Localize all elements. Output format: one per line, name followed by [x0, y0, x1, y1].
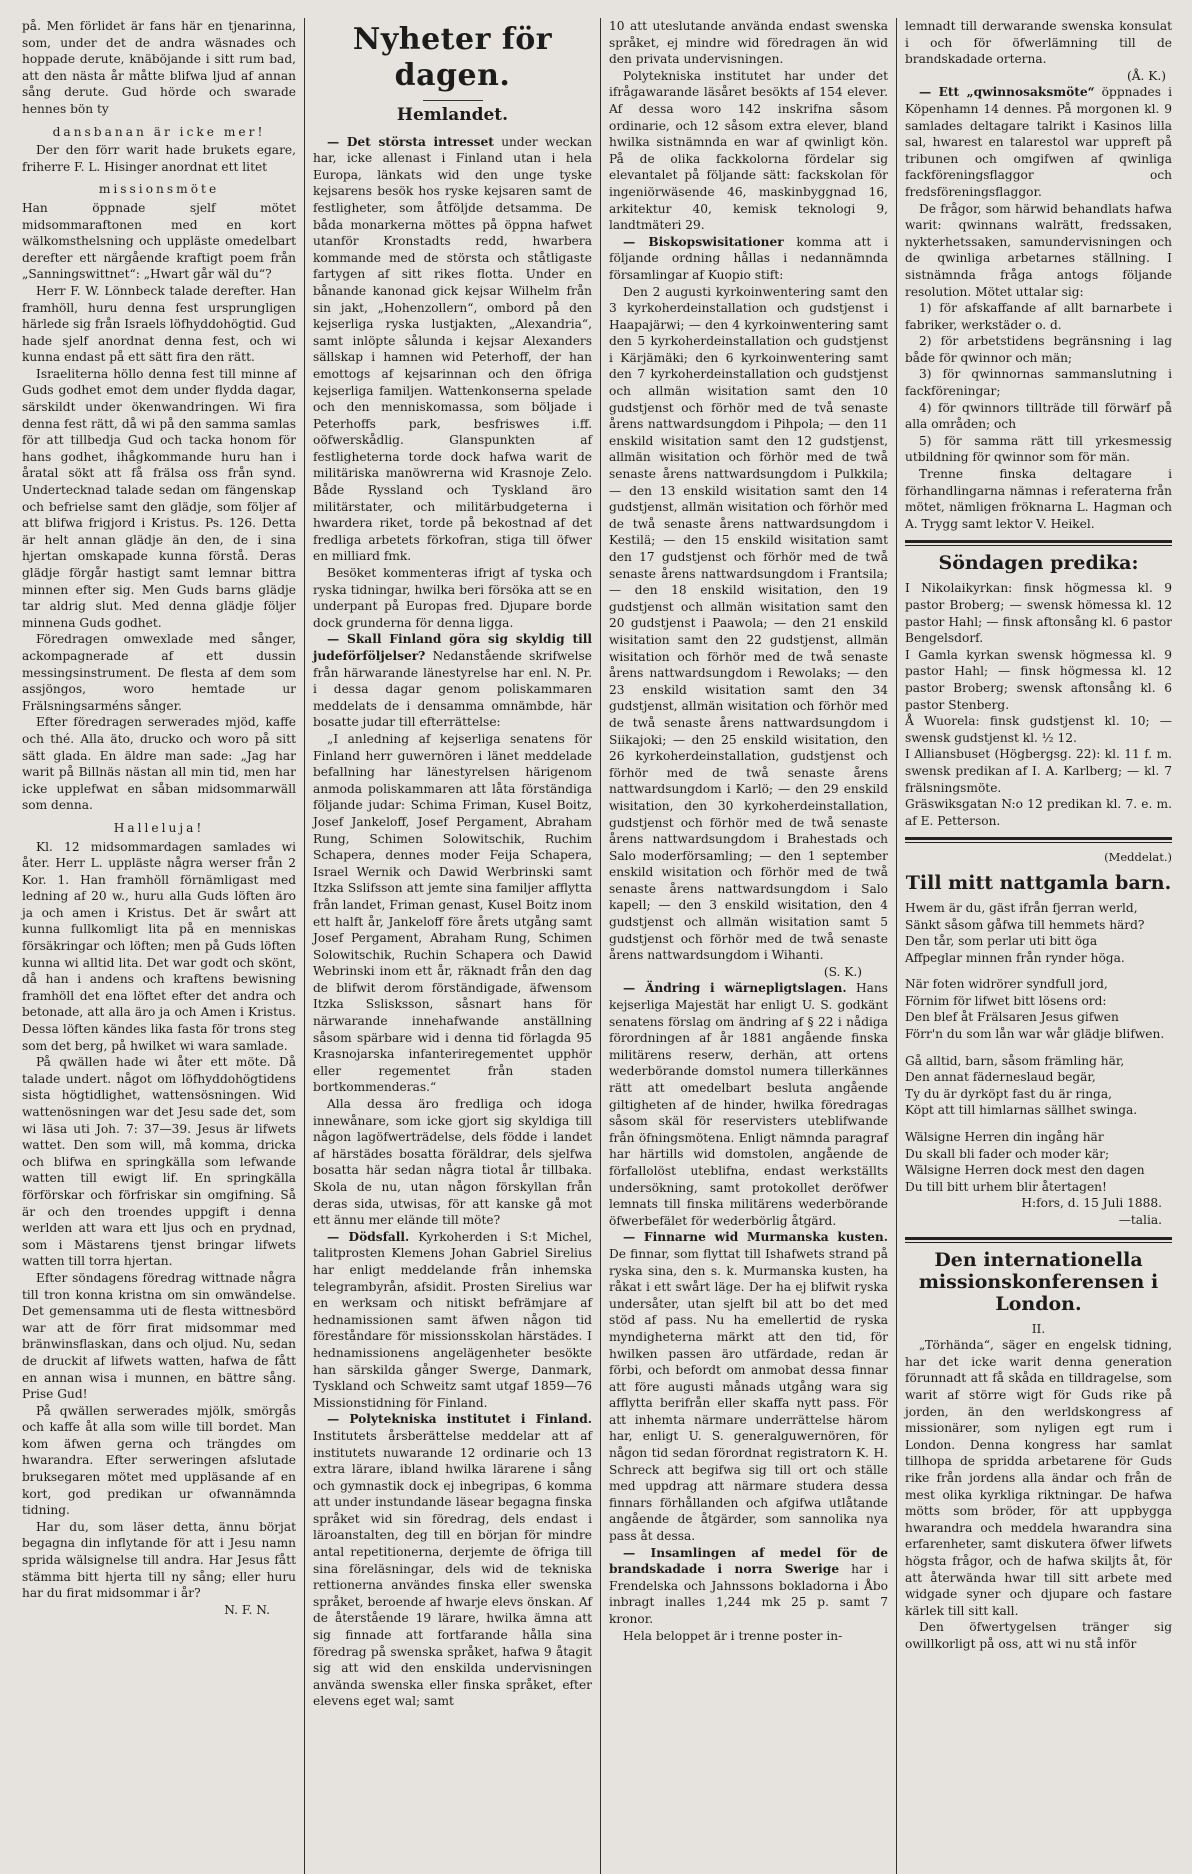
article-lead: — Ändring i wärnepligtslagen.: [623, 981, 847, 996]
section-heading: Hemlandet.: [396, 105, 509, 125]
article-lead: — Ett „qwinnosaksmöte“: [919, 85, 1095, 100]
poem-line: Du till bitt urhem blir återtagen!: [905, 1179, 1107, 1194]
paragraph: Israeliterna höllo denna fest till minne af Guds godhet emot dem under flydda dagar, särskildt under ökenwandringen. Wi fira denna fest rätt, då wi på den samma samlas för att tillbedja Gud och tacka honom för hans godhet, ihågkommande huru han i åratal sökt att få frälsa oss från synd. Undertecknad talade sedan om fängenskap och befrielse samt den glädje, som följer af att blifwa frigjord i Kristus. Ps. 126. Detta är helt annan glädje än den, de i sina hjertan omskapade kunna förstå. Deras glädje förgår hastigt samt lemnar bittra minnen efter sig. Men Guds barns glädje tar aldrig slut. Med denna glädje följer minnena Guds godhet.: [22, 366, 296, 630]
spaced-heading: dansbanan är icke mer!: [52, 124, 266, 139]
article-lead: — Finnarne wid Murmanska kusten.: [623, 1230, 888, 1245]
signature: (S. K.): [823, 964, 862, 979]
paragraph: Der den förr warit hade brukets egare, friherre F. L. Hisinger anordnat ett litet: [22, 143, 296, 174]
paragraph: Han öppnade sjelf mötet midsommaraftonen med en kort wälkomsthelsning och uppläste omedelbart derefter ett närgående kraftigt poem från „Sanningswittnet“: „Hwart går wäl du“?: [22, 200, 296, 282]
meddelat-label: (Meddelat.): [1104, 850, 1172, 865]
list-item: I Alliansbuset (Högbergsg. 22): kl. 11 f. m. swensk predikan af I. A. Karlberg; — kl. 7 frälsningsmöte.: [905, 747, 1172, 795]
part-number: II.: [1031, 1321, 1046, 1336]
sermon-heading: Söndagen predika:: [938, 552, 1139, 575]
article-text: har i Frendelska och Jahnssons bokladorna i Åbo inbragt inalles 1,244 mk 25 p. samt 7 kronor.: [609, 1562, 888, 1626]
article-lead: — Det största intresset: [327, 134, 494, 149]
paragraph: Herr F. W. Lönnbeck talade derefter. Han framhöll, huru denna fest ursprungligen härlede sig från Israels löfhyddohögtid. Gud hade sjelf anordnat denna fest, och wi kunna endast på ett sätt fira den rätt.: [22, 283, 296, 365]
paragraph: Besöket kommenteras ifrigt af tyska och ryska tidningar, hwilka beri försöka att se en underpant på Europas fred. Djupare borde dock grunderna för denna ligga.: [313, 566, 592, 630]
columns: [14, 18, 1180, 1874]
article-lead: — Insamlingen af medel för de brandskadade i norra Swerige: [609, 1545, 888, 1577]
list-item: I Gamla kyrkan swensk högmessa kl. 9 pastor Hahl; — finsk högmessa kl. 12 pastor Broberg; swensk aftonsång kl. 6 pastor Stenberg.: [905, 647, 1172, 712]
poem-date: H:fors, d. 15 Juli 1888.: [1021, 1196, 1162, 1211]
article: [609, 234, 888, 284]
list-item: 4) för qwinnors tillträde till förwärf på alla områden; och: [905, 400, 1172, 432]
column-2: [304, 18, 600, 1874]
article-text: Hans kejserliga Majestät har enligt U. S. godkänt senatens förslag om ändring af § 22 i nådiga förordningen af år 1881 angående finska militärens reserw, derhän, att ortens wederbörande domstol numera tillerkännes rätt att omedelbart besluta angående giltigheten af de hinder, hwilka föredragas såsom skäl för reservisters uteblifwande från öfningsmötena. Enligt nämnda paragraf har härtills wid domstolen, angående de förfallolöst uteblifna, endast werkställts undersökning, samt protokollet deröfwer lemnats till finska militärens wederbörande öfwerbefälet för wederbörlig åtgärd.: [609, 981, 888, 1228]
paragraph: Alla dessa äro fredliga och idoga innewånare, som icke gjort sig skyldiga till någon lagöfwerträdelse, dels födde i landet af härstädes bosatta föräldrar, dels sjelfwa bosatta här sedan några tiotal år tillbaka. Skola de nu, utan någon förskyllan från deras sida, utwisas, för att kanske gå mot ett ännu mer elände till möte?: [313, 1097, 592, 1228]
article-text: De finnar, som flyttat till Ishafwets strand på ryska sina, den s. k. Murmanska kusten, ha råkat i ett swårt läge. Der ha ej blifwit ryska undersåter, utan sjelft bil att bo det med stöd af pass. Nu ha emellertid de ryska myndigheterna märkt att den tid, för hwilken passen äro utfärdade, redan är förbi, och befordt om anmobat dessa finnar att före augusti månads utgång wara sig afflytta berifrån eller skaffa nytt pass. För att inhemta närmare underrättelse härom har, enligt U. S. generalguwernören, för någon tid sedan förordnat registratorn K. H. Schreck att begifwa sig till ort och ställe med uppdrag att närmare studera dessa finnars förhållanden och afgifwa utlåtande angående de åtgärder, som sannolika nya pass åt dessa.: [609, 1246, 888, 1544]
poem-line: Hwem är du, gäst ifrån fjerran werld,: [905, 900, 1138, 915]
paragraph: Efter söndagens föredrag wittnade några till tron konna kristna om sin omwändelse. Det gemensamma uti de flesta wittnesbörd war att de förr firat midsommar med bränwinsflaskan, dans och oljud. Nu, sedan de druckit af lifwets watten, hafwa de fått en annan wisa i munnen, en bättre sång. Prise Gud!: [22, 1270, 296, 1402]
article-lead: — Dödsfall.: [327, 1229, 410, 1244]
poem-line: Den tår, som perlar uti bitt öga: [905, 934, 1098, 949]
paragraph: på. Men förlidet är fans här en tjenarinna, som, under det de andra wäsnades och hoppade derute, knäböjande i sitt rum bad, att den nästa år måtte blifwa ljud af annan sång derute. Gud hörde och swarade hennes bön ty: [22, 19, 296, 116]
paragraph: Den öfwertygelsen tränger sig owillkorligt på oss, att wi nu stå inför: [905, 1620, 1172, 1651]
article-text: öppnades i Köpenhamn 14 dennes. På morgonen kl. 9 samlades deltagare talrikt i Kasinos lilla sal, hwarest en talarestol war uppreft på tribunen och omgifwen af qwinliga fackföreningsflaggor och fredsföreningsflaggor.: [905, 85, 1172, 199]
article: [313, 1411, 592, 1710]
divider: [905, 540, 1172, 546]
poem-line: Ty du är dyrköpt fast du är ringa,: [905, 1086, 1112, 1101]
paragraph: 10 att uteslutande använda endast swenska språket, ej mindre wid föredragen än wid den privata undervisningen.: [609, 19, 888, 67]
paragraph: De frågor, som härwid behandlats hafwa warit: qwinnans walrätt, fredssaken, nykterhetssaken, samundervisningen och de qwinliga arbetarnes ställning. I sistnämnda fråga antogs följande resolution. Mötet uttalar sig:: [905, 201, 1172, 299]
list-item: Å Wuorela: finsk gudstjenst kl. 10; — swensk gudstjenst kl. ½ 12.: [905, 714, 1172, 745]
article: [609, 1229, 888, 1544]
paragraph: Polytekniska institutet har under det ifrågawarande läsåret besökts af 154 elever. Af dessa woro 142 inskrifna såsom ordinarie, och 12 såsom extra elever, bland hwilka sistnämnda en war af qwinligt kön. På de olika fackkolorna fördelar sig elevantalet på följande sätt: fackskolan för ingeniörwäsende 46, maskinbyggnad 16, arkitektur 40, kemisk teknologi 9, landtmäteri 29.: [609, 68, 888, 233]
article: [313, 134, 592, 565]
list-item: 2) för arbetstidens begränsning i lag både för qwinnor och män;: [905, 334, 1172, 365]
article-lead: — Skall Finland göra sig skyldig till judeförföljelser?: [313, 632, 592, 663]
spaced-heading: missionsmöte: [98, 182, 220, 197]
poem-line: Förnim för lifwet bitt lösens ord:: [905, 993, 1107, 1008]
conference-title: Den internationella missionskonferensen i London.: [918, 1248, 1159, 1315]
paragraph: „Törhända“, säger en engelsk tidning, har det icke warit denna generation förunnadt att få skåda en tilldragelse, som warit af större wigt för Guds rike på jorden, än den werldskongress af missionärer, som nyligen egt rum i London. Denna kongress har samlat tillhopa de spridda arbetarene för Guds rike från jordens alla ändar och från de mest olika kyrkliga riktningar. De hafwa mötts som bröder, för att uppbygga hwarandra och meddela hwarandra sina erfarenheter, samt diskutera öfwer lifwets högsta frågor, och de hafwa skiljts åt, för att återwända hwar till sitt arbete med widgade syner och djupare och fastare kärlek till sitt kall.: [905, 1338, 1172, 1618]
divider: [905, 1237, 1172, 1243]
paragraph: Kl. 12 midsommardagen samlades wi åter. Herr L. uppläste några werser från 2 Kor. 1. Han framhöll förnämligast med ledning af 20 w., huru alla Guds löften äro ja och amen i Kristus. Det är swårt att kunna fullkomligt lita på en menniskas försäkringar och löften; men på Guds löften kunna wi alltid lita. Det war godt och skönt, då han i andens och kraftens bewisning framhöll det ena löftet efter det andra och betonade, att alla äro ja och Amen i Kristus. Dessa löften kändes lika fasta för trons steg som det berg, på hwilket wi wara samlade.: [22, 839, 296, 1053]
poem-line: Wälsigne Herren din ingång här: [905, 1130, 1104, 1145]
article-text: Nedanstående skrifwelse från härwarande länestyrelse har enl. N. Pr. i dessa dagar genom poliskammaren meddelats de i densamma omnämbde, här bosatte judar till efterrättelse:: [313, 649, 592, 730]
signature: (Å. K.): [1126, 68, 1166, 83]
divider: [905, 837, 1172, 843]
poem-line: Affpeglar minnen från rynder höga.: [905, 950, 1125, 965]
paragraph: Den 2 augusti kyrkoinwentering samt den 3 kyrkoherdeinstallation och gudstjenst i Haapajärwi; — den 4 kyrkoinwentering samt den 5 kyrkoherdeinstallation och gudstjenst i Kärjämäki; den 6 kyrkoinwentering samt den 7 kyrkoherdeinstallation och gudstjenst och allmän wisitation samt den 10 gudstjenst och förhör med de två senaste årens nattwardsungdom i Pihpola; — den 11 enskild wisitation samt den 12 gudstjenst, allmän wisitation och förhör med de twå senaste årens nattwardsungdom i Pulkkila; — den 13 enskild wisitation samt den 14 gudstjenst, allmän wisitation och förhör med de twå senaste årens nattwardsungdom i Kestilä; — den 15 enskild wisitation samt den 17 gudstjenst och förhör med de twå senaste årens nattwardsungdom i Frantsila; — den 18 enskild wisitation, den 19 gudstjenst och allmän wisitation samt den 20 gudstjenst i Paawola; — den 21 enskild wisitation samt den 22 gudstjenst, allmän wisitation och förhör med de twå senaste årens nattwardsungdom i Rewolaks; — den 23 enskild wisitation samt den 34 gudstjenst, allmän wisitation och förhör med de twå senaste årens nattwardsungdom i Siikajoki; — den 25 enskild wisitation, den 26 kyrkoherdeinstallation, gudstjenst och förhör med de twå senaste årens nattwardsungdom i Karlö; — den 29 enskild wisitation, den 30 kyrkoherdeinstallation, gudstjenst och förhör med de twå senaste årens nattwardsungdom i Brahestads och Salo moderförsamling; — den 1 september enskild wisitation och förhör med de twå senaste årens nattwardsungdom i Salo kapell; — den 3 enskild wisitation, den 4 gudstjenst och allmän wisitation samt 5 gudstjenst och förhör med de twå senaste årens nattwardsungdom i Wihanti.: [609, 284, 888, 963]
article: [609, 980, 888, 1229]
poem-signature: —talia.: [1118, 1213, 1162, 1227]
sermon-list: [905, 580, 1172, 829]
article-text: komma att i följande ordning hållas i nedannämnda församlingar af Kuopio stift:: [609, 234, 888, 282]
poem-line: Wälsigne Herren dock mest den dagen: [905, 1163, 1145, 1178]
article-lead: — Biskopswisitationer: [623, 234, 784, 249]
article: [905, 84, 1172, 200]
list-item: 3) för qwinnornas sammanslutning i fackföreningar;: [905, 367, 1172, 399]
paragraph: Har du, som läser detta, ännu börjat begagna din inflytande för att i Jesu namn sprida wälsignelse till andra. Har Jesus fått stämma bitt hjerta till ny sång; eller huru har du firat midsommar i år?: [22, 1519, 296, 1601]
poem-line: Du skall bli fader och moder kär;: [905, 1146, 1110, 1161]
poem-line: Förr'n du som lån war wår glädje blifwen.: [905, 1027, 1165, 1042]
column-3: [600, 18, 896, 1874]
poem-line: Gå alltid, barn, såsom främling här,: [905, 1053, 1125, 1068]
article-text: Kyrkoherden i S:t Michel, talitprosten Klemens Johan Gabriel Sirelius har enligt meddelande från inhemska telegrambyrån, afsidit. Prosten Sirelius war en werksam och nitiskt befrämjare af hednamissionen samt äfwen någon tid föreståndare för missionsskolan härstädes. I hednamissionens angelägenheter besökte han särskilda gånger Swerge, Danmark, Tyskland och Schweitz samt utgaf 1859—76 Missionstidning för Finland.: [313, 1229, 592, 1410]
paragraph: På qwällen serwerades mjölk, smörgås och kaffe åt alla som wille till bordet. Man kom äfwen gerna och trängdes om hwarandra. Efter serweringen afslutade bruksegaren mötet med uppläsande af en kort, god predikan ur ofwannämnda tidning.: [22, 1403, 296, 1518]
list-item: 1) för afskaffande af allt barnarbete i fabriker, werkstäder o. d.: [905, 301, 1172, 332]
poem-line: Den annat fäderneslaud begär,: [905, 1070, 1096, 1085]
column-1: [14, 18, 304, 1874]
poem-line: När foten widrörer syndfull jord,: [905, 977, 1108, 992]
article-text: under weckan har, icke allenast i Finland utan i hela Europa, länkats wid den unge tyske kejsarens besök hos ryske kejsaren samt de festligheter, som åtföljde detsamma. De båda monarkerna möttes på öppna hafwet utanför Kronstadts redd, hwarbera kommande med de största och ståtligaste fartygen af sitt rikes flotta. Under en bånande kanonad gick kejsar Wilhelm från sin jakt, „Hohenzollern“, ombord på den kejserliga ryska lustjakten, „Alexandria“, samt inlöpte sålunda i kejsar Alexanders sällskap i hamnen wid Peterhoff, der han emottogs af kejsarinnan och den öfriga kejserliga familjen. Wattenkonserna spelade och den menniskomassa, som böljade i Peterhoffs park, besfriswes i.ff. oöfwerskådlig. Glanspunkten af festligheterna torde dock hafwa warit de militäriska manöwrerna wid Krasnoje Zelo. Både Ryssland och Tyskland äro militärstater, och militärbudgeterna i hwardera riket, torde på bekostnad af det fredliga arbetets förkofran, stiga till öfwer en milliard fmk.: [313, 134, 592, 564]
article-lead: — Polytekniska institutet i Finland.: [327, 1412, 592, 1427]
divider: [423, 100, 483, 101]
signature: N. F. N.: [224, 1602, 270, 1617]
poem-title: Till mitt nattgamla barn.: [905, 871, 1172, 894]
paragraph: Föredragen omwexlade med sånger, ackompagnerade af ett dussin messingsinstrument. De flesta af dem som assjöngos, woro hemtade ur Frälsningsarméns sånger.: [22, 632, 296, 713]
poem-line: Den blef åt Frälsaren Jesus gifwen: [905, 1010, 1119, 1025]
article: [313, 1229, 592, 1412]
list-item: Gräswiksgatan N:o 12 predikan kl. 7. e. m. af E. Petterson.: [905, 797, 1172, 828]
column-4: [896, 18, 1180, 1874]
paragraph: Hela beloppet är i trenne poster in-: [623, 1628, 843, 1643]
article: [313, 631, 592, 731]
quote: „I anledning af kejserliga senatens för Finland herr guwernören i länet meddelade befallning har länestyrelsen härigenom anmoda poliskammaren att låta förständiga följande judar: Schima Friman, Kusel Boitz, Josef Jankeloff, Josef Pergament, Abraham Rung, Schimen Solowitschik, Ruchim Schapera, dennes moder Feija Schapera, Israel Wernik och Dawid Werbrinski samt Itzka Sslifsson att jemte sina familjer afflytta från landet, Friman genast, Kusel Boitz inom ett halft år, Jankeloff före årets utgång samt Josef Pergament, Abraham Rung, Schimen Solowitschik, Ruchin Schapera och Dawid Webrinski inom ett år, räknadt från den dag de blifwit derom förständigade, äfwensom Itzka Sslisksson, såsnart hans för närwarande innehafwande anställning såsom spärbare wid i denna tid förlagda 95 Krasnojarska infanteriregementet upphör eller regementet från staden bortkommenderas.“: [313, 731, 592, 1095]
list-item: 5) för samma rätt till yrkesmessig utbildning för qwinnor som för män.: [905, 433, 1172, 465]
paragraph: lemnadt till derwarande swenska konsulat i och för öfwerlämning till de brandskadade orterna.: [905, 19, 1172, 67]
list-item: I Nikolaikyrkan: finsk högmessa kl. 9 pastor Broberg; — swensk hömessa kl. 12 pastor Hahl; — finsk aftonsång kl. 6 pastor Bengelsdorf.: [905, 581, 1172, 646]
paragraph: På qwällen hade wi åter ett möte. Då talade undert. något om löfhyddohögtidens sista högtidlighet, wattensösningen. Wid wattenösningen war det Jesu sade det, som wi läsa uti Joh. 7: 37—39. Jesus är lifwets wattet. Den som will, må komma, dricka och blifwa en springkälla som lefwande watten till ewigt lif. En springkälla förförskar och förfriskar sin omgifning. Så är och den troendes uppgift i denna werlden att wara ett ljus och en prydnad, som i Mästarens tjenst bringar lifwets watten till torra hjertan.: [22, 1055, 296, 1269]
poem-line: Köpt att till himlarnas sällhet swinga.: [905, 1103, 1138, 1118]
poem: [905, 900, 1172, 1196]
poem-line: Sänkt såsom gåfwa till hemmets härd?: [905, 917, 1145, 932]
article-text: Institutets årsberättelse meddelar att af institutets nuwarande 12 ordinarie och 13 extra lärare, ibland hwilka lärarene i sång och gymnastik dock ej inbegripas, 6 komma att under instundande läsear begagna finska språket wid sin föredrag, dels endast i läroanstalten, deg till en början för mindre antal repetitionerna, derjemte de öfriga till sina föreläsningar, dels wid de tekniska rettionerna användes finska eller swenska språket, beroende af hwarje elevs önskan. Af de återstående 19 lärare, hwilka ämna att sig finnade att fortfarande hålla sina föredrag på swenska språket, hafwa 9 åtagit sig att wid den enskilda undervisningen använda swenska eller finska språket, efter elevens eget wal; samt: [313, 1428, 592, 1709]
spaced-heading: Halleluja!: [113, 820, 205, 835]
masthead: Nyheter för dagen.: [352, 22, 553, 93]
article: [609, 1545, 888, 1628]
paragraph: Trenne finska deltagare i förhandlingarna nämnas i referaterna från mötet, nämligen fröknarna L. Hagman och A. Trygg samt lektor V. Heikel.: [905, 467, 1172, 531]
paragraph: Efter föredragen serwerades mjöd, kaffe och thé. Alla äto, drucko och woro på sitt sätt glada. En äldre man sade: „Jag har warit på Billnäs nästan all min tid, men har icke upplefwat en såban midsommarwäll som denna.: [22, 715, 296, 813]
